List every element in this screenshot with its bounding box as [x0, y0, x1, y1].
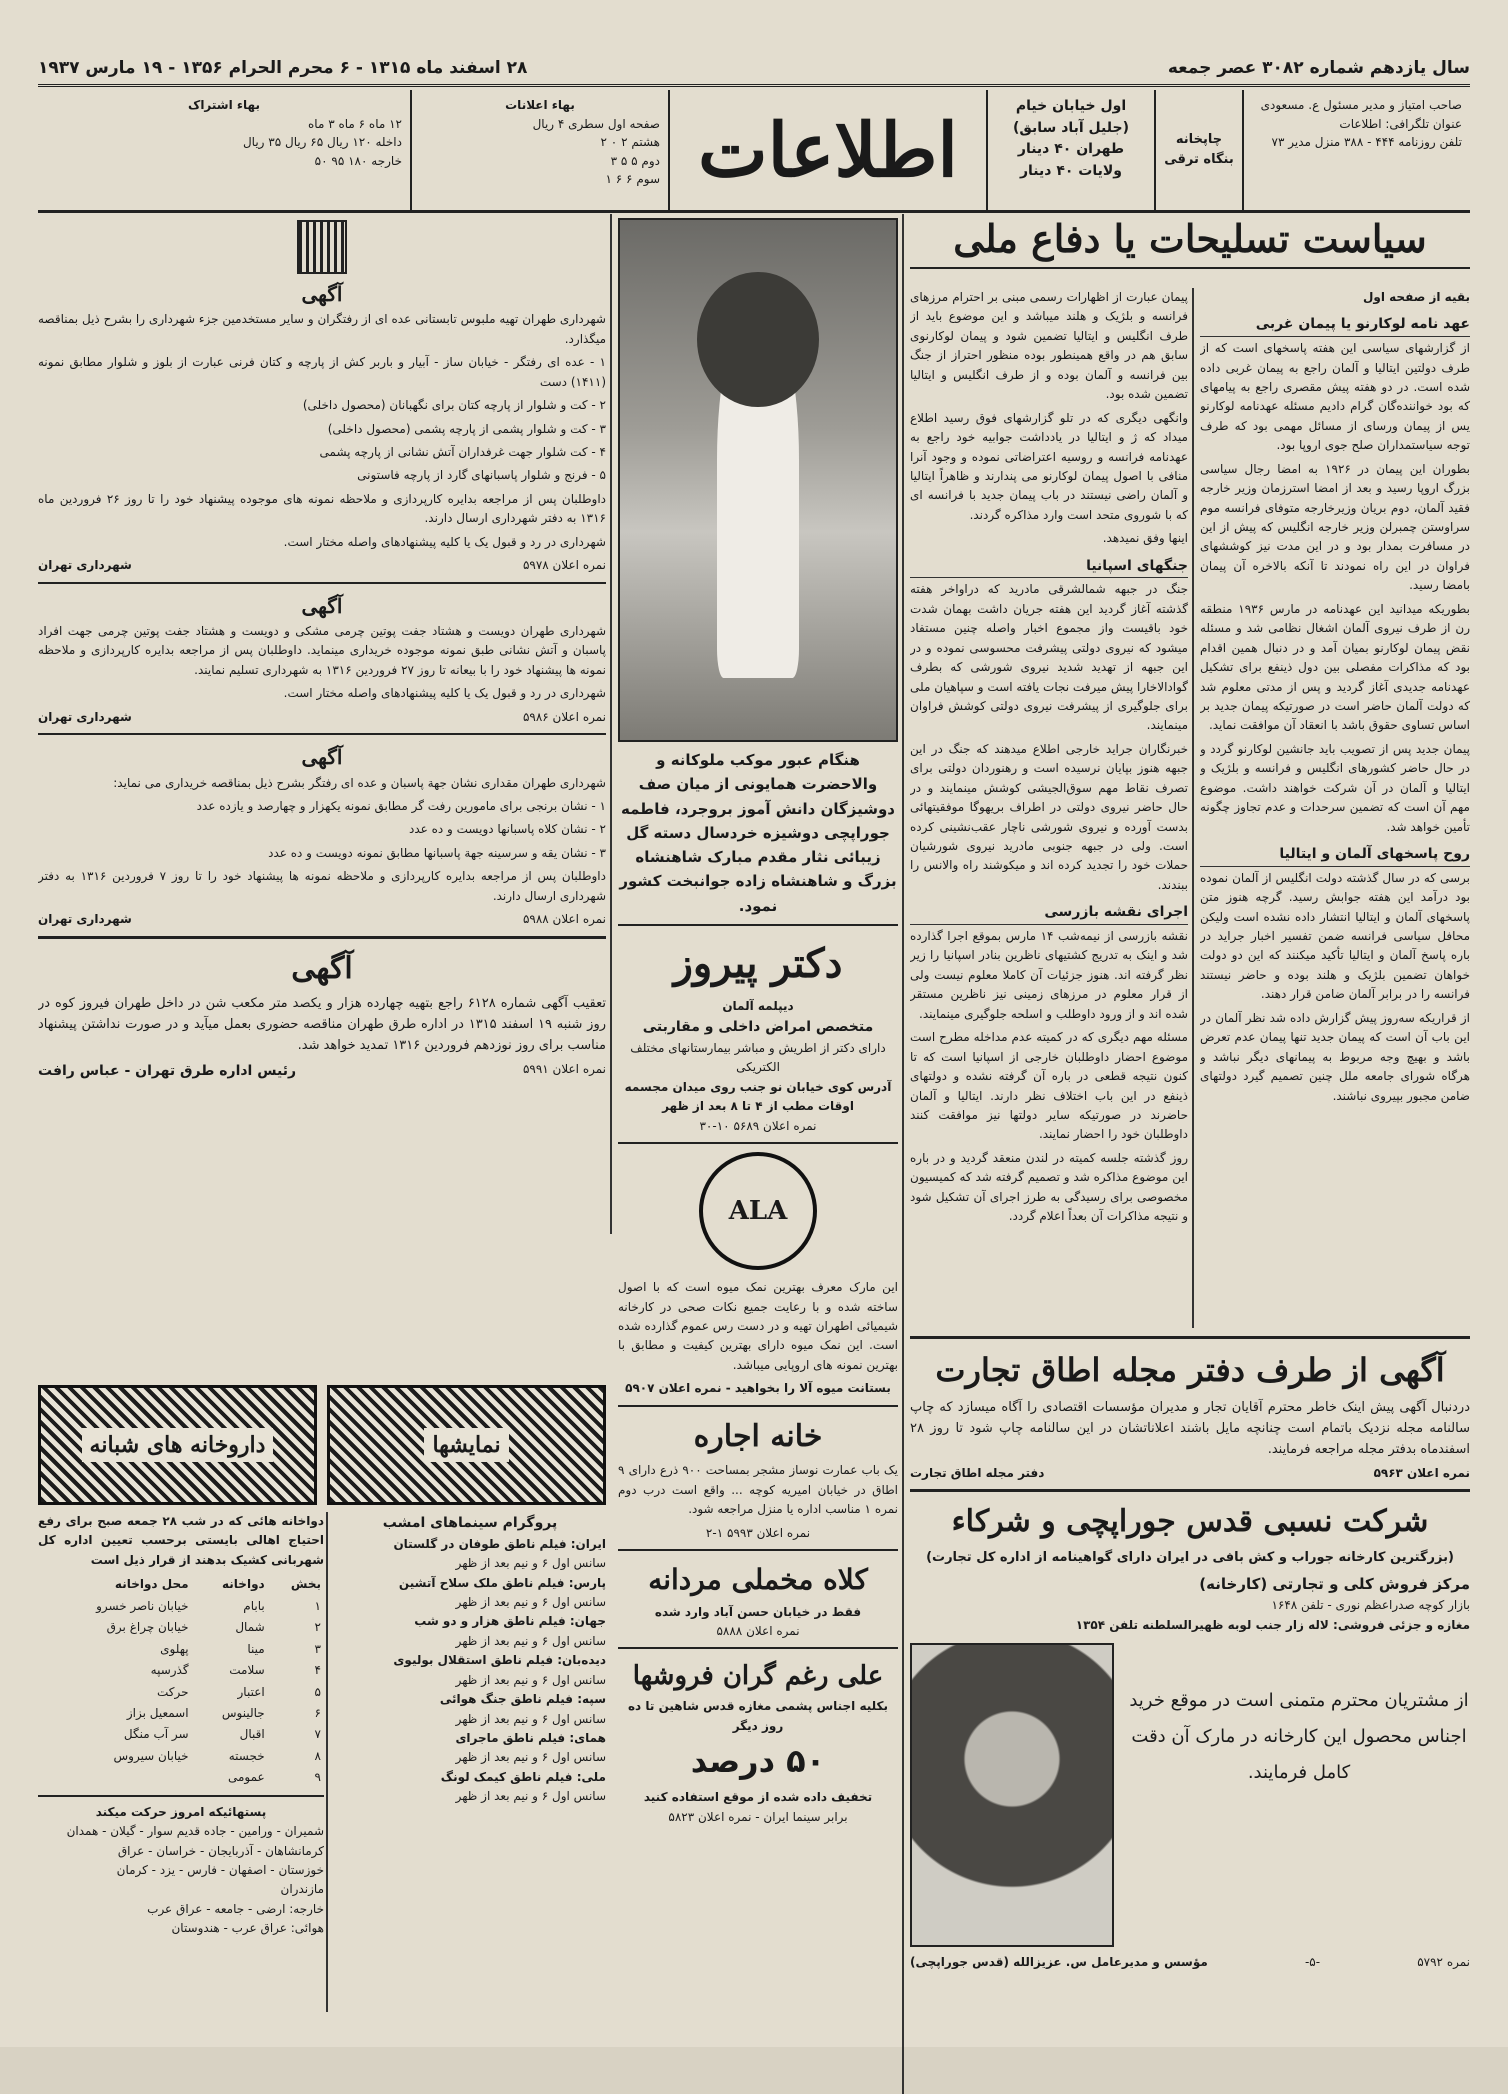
paragraph: جنگ در جبهه شمالشرقی مادرید که دراواخر هفته گذشته آغاز گردید این هفته جریان داشت بهمان شدت خود باقیست واز مجموع اخبار واصله چنین مستفاد میشود که نیروی دولتی پیشرفت محسوسی نموده و در این جبهه از تهدید شدید نیروی شورشی که بطرف گوادالاخارا پیش میرفت نجات یافته است و سپاهیان ملی برای جلوگیری از پیشرفت نیروی دولتی کوشش فراوان مینمایند.	[910, 582, 1188, 733]
continued-label: بقیه از صفحه اول	[1362, 290, 1470, 304]
cell: ۴	[314, 1663, 321, 1678]
cinema-line: پارس: فیلم ناطق ملک سلاح آتشین	[398, 1575, 606, 1590]
notice-item: ۱ - نشان برنجی برای مامورین رفت گر مطابق نمونه یکهزار و چهارصد و یازده عدد	[196, 799, 606, 814]
cell: ۵	[314, 1684, 321, 1699]
post-line: مازندران	[280, 1882, 324, 1897]
cell: ۷	[314, 1727, 321, 1742]
table-row	[38, 1660, 324, 1681]
ad-rates-title: بهاء اعلانات	[505, 98, 575, 112]
divider	[38, 733, 606, 735]
discount-amount: ۵۰ درصد	[690, 1742, 826, 1781]
post-line: خارجه: ارضی - جامعه - عراق عرب	[147, 1901, 324, 1916]
paragraph: نقشه بازرسی از نیمه‌شب ۱۴ مارس بموقع اجرا گذارده شد و اینک به تدریج کشتیهای ناظرین بنادر اسپانیا را زیر نظر گرفته اند. هنوز جزئیات آن کاملا معلوم نیست ولی از قرار معلوم در مرزهای زمینی نیز ناظرین مستقر شده اند و از ورود داوطلب و اسلحه جلوگیری مینمایند.	[910, 929, 1188, 1021]
cell: خیابان سیروس	[113, 1748, 189, 1763]
cell: مینا	[247, 1641, 265, 1656]
cell: ۸	[314, 1748, 321, 1763]
pharmacy-column	[38, 1512, 324, 2012]
address-box	[986, 90, 1154, 210]
notice-item: ۱ - عده ای رفتگر - خیابان ساز - آبیار و باربر کش از پارچه و کتان فرنی عبارت از بلوز و شلوار مطابق نمونه (۱۴۱۱) دست	[38, 355, 606, 389]
post-line: شمیران - ورامین - جاده قدیم سوار - گیلان - همدان	[66, 1824, 324, 1839]
notice-footer	[38, 910, 606, 929]
chamber-ad-title: آگهی از طرف دفتر مجله اطاق تجارت	[935, 1351, 1445, 1389]
divider	[618, 1142, 898, 1144]
column-rule	[326, 1512, 328, 2012]
founder-portrait	[910, 1643, 1114, 1947]
ad-number: نمره اعلان ۵۹۷۸	[522, 558, 606, 573]
ad-number: نمره اعلان ۵۹۹۱	[522, 1062, 606, 1077]
cell: اسمعیل بزاز	[126, 1705, 189, 1720]
company-line: مغازه و جزئی فروشی: لاله زار جنب لوبه ظهیرالسلطنه تلفن ۱۳۵۴	[1075, 1617, 1470, 1632]
notice-signature: شهرداری تهران	[38, 709, 132, 724]
company-footer	[910, 1953, 1470, 1972]
pharmacy-table	[38, 1574, 324, 1788]
header-cell: بخش	[290, 1577, 321, 1592]
notice-text: شهرداری طهران مقداری نشان جهة پاسبان و عده ای رفتگر بشرح ذیل بمناقصه خریداری می نماید:	[113, 775, 606, 790]
cell: جالینوس	[221, 1705, 265, 1720]
cinema-line: همای: فیلم ناطق ماجرای	[455, 1731, 606, 1746]
cinema-line: سانس اول ۶ و نیم بعد از ظهر	[455, 1789, 606, 1804]
table-row	[38, 1767, 324, 1788]
post-title: پستهائیکه امروز حرکت میکند	[95, 1804, 267, 1819]
company-line: مرکز فروش کلی و تجارتی (کارخانه)	[1199, 1575, 1470, 1594]
cinema-line: سانس اول ۶ و نیم بعد از ظهر	[455, 1594, 606, 1609]
paragraph: از گزارشهای سیاسی این هفته پاسخهای است که از طرف دولتین ایتالیا و آلمان راجع به پیمان غربی داده شده است. در دو هفته پیش مقصری راجع به پیامهای که بود خواننده‌گان گرام دادیم مسئله عهدنامه لوکارنو یس از پیمان ورسای از مسائل مهمی بود که طرف توجه سیاستمداران صلح جوی اروپا بود.	[1200, 341, 1470, 453]
table-row	[38, 1596, 324, 1617]
table-row	[38, 1617, 324, 1638]
subscription-row: ۱۲ ماه ۶ ماه ۳ ماه	[308, 116, 402, 131]
company-title: شرکت نسبی قدس جوراپچی و شرکاء	[951, 1504, 1429, 1540]
paragraph: خبرنگاران جراید خارجی اطلاع میدهند که جنگ در این جبهه هنوز بپایان نرسیده است و رهنوردان دولتی برای تصرف نقاط مهم سوق‌الجیشی کوشش مینمایند و در حال حاضر نیروی دولتی در اطراف بریهوگا موفقیتهائی بدست آورده و نیروی شورشی ناچار عقب‌نشینی کرده است. ولی در جبهه جنوبی مادرید نیروی شورشیان حملات خود را تجدید کرده اند و میکوشند راه والانس را ببندند.	[910, 741, 1188, 892]
phone-line: تلفن روزنامه ۴۴۴ - ۳۸۸ منزل مدیر ۷۳	[1271, 135, 1462, 150]
owner-box	[1242, 90, 1470, 210]
house-ad-title: خانه اجاره	[693, 1418, 823, 1454]
issue-info: سال یازدهم شماره ۳۰۸۲ عصر جمعه	[1167, 58, 1470, 78]
divider	[38, 1795, 324, 1797]
paragraph: بطوریکه میدانید این عهدنامه در مارس ۱۹۳۶ منطقه رن از طرف نیروی آلمان اشغال نظامی شد و مسئله نقض پیمان لوکارنو بمیان آمد و در دنبال همین اقدام بود که مذاکرات مفصلی بین دول ذینفع برای تشکیل عهدنامه جدیدی آغاز گردید و پس از مدتی معلوم شد که دولت آلمان حاضر است در صورتیکه پیمان جدید بر اساس تساوی حقوق باشد با انعقاد آن موافقت نماید.	[1200, 601, 1470, 733]
woodcut-label: داروخانه های شبانه	[82, 1428, 274, 1462]
doctor-line: اوقات مطب از ۴ تا ۸ بعد از ظهر	[662, 1099, 854, 1114]
paragraph: مسئله مهم دیگری که در کمیته عدم مداخله مطرح است موضوع احضار داوطلبان خارجی از اسپانیا است که تا کنون نتیجه قطعی در باره آن گرفته نشده و دولتهای ذینفع در این باب اختلاف نظر دارند. ایتالیا و آلمان حاضرند در صورتیکه سایر دولتها نیز موافقت کنند داوطلبان خود را احضار نمایند.	[910, 1030, 1188, 1142]
shows-woodcut	[38, 1385, 317, 1505]
price-line: طهران ۴۰ دینار	[1017, 141, 1125, 158]
cell: پهلوی	[160, 1641, 189, 1656]
cell: ۶	[314, 1705, 321, 1720]
column-center	[618, 214, 898, 2034]
cinema-line: ملی: فیلم ناطق کیمک لونگ	[440, 1769, 606, 1784]
doctor-line: دارای دکتر از اطریش و مباشر بیمارستانهای مختلف الکتریکی	[630, 1040, 886, 1075]
post-line: هوائی: عراق عرب - هندوستان	[171, 1921, 324, 1936]
chamber-ad-text: دردنبال آگهی پیش اینک خاطر محترم آقایان تجار و مدیران مؤسسات اقتصادی را آگاه میسازد که چاپ سالنامه مجله نزدیک باتمام است چنانچه مایل باشند اعلاناتشان در این سالنامه چاپ شود تا روز ۲۸ اسفندماه بدفتر مجله مراجعه فرمایند.	[910, 1399, 1470, 1457]
header-cell: محل دواخانه	[114, 1577, 189, 1592]
chamber-signature: دفتر مجله اطاق تجارت	[910, 1465, 1045, 1480]
newspaper-logo: اطلاعات	[668, 90, 986, 210]
divider	[618, 1549, 898, 1551]
ad-rate-row: دوم ۵ ۵ ۳	[610, 153, 660, 168]
column-locarno	[1200, 288, 1470, 1328]
subscription-row: خارجه ۱۸۰ ۹۵ ۵۰	[314, 153, 402, 168]
table-row	[38, 1682, 324, 1703]
shop-ad-text: بکلیه اجناس پشمی مغازه قدس شاهین تا ده روز دیگر	[627, 1699, 889, 1733]
emblem-icon	[297, 220, 347, 274]
main-headline: سیاست تسلیحات یا دفاع ملی	[910, 216, 1470, 269]
ad-number: نمره اعلان ۵۹۸۸	[522, 912, 606, 927]
post-line: خوزستان - اصفهان - فارس - یزد - کرمان	[116, 1863, 324, 1877]
cinema-line: سانس اول ۶ و نیم بعد از ظهر	[455, 1633, 606, 1648]
paragraph: روز گذشته جلسه کمیته در لندن منعقد گردید و در باره این موضوع مذاکره شد و تصمیم گرفته شد که کمیسیون مخصوصی برای رسیدگی به طرز اجرای آن تشکیل شود و نتیجه مذاکرات آن بعداً اعلام گردد.	[910, 1150, 1188, 1224]
date-line	[38, 52, 1470, 87]
notice-footer	[38, 1060, 606, 1083]
notice-item: ۲ - کت و شلوار از پارچه کتان برای نگهبانان (محصول داخلی)	[302, 398, 606, 413]
paragraph: پیمان جدید پس از تصویب باید جانشین لوکارنو گردد و در حال حاضر کشورهای انگلیس و فرانسه و بلژیک و ایتالیا و آلمان در آن شرکت خواهند داشت. موضوع مهم آن است که تضمین سرحدات و عدم تجاوز چگونه تأمین خواهد شد.	[1200, 741, 1470, 834]
table-row	[38, 1724, 324, 1745]
column-rule	[610, 214, 612, 1234]
header-cell: دواخانه	[222, 1577, 265, 1592]
cinema-title: پروگرام سینماهای امشب	[382, 1515, 558, 1531]
ad-number: نمره اعلان ۵۹۹۳ ۱-۲	[705, 1525, 811, 1540]
notice-signature: شهرداری تهران	[38, 558, 132, 573]
cell: اعتبار	[237, 1684, 265, 1699]
company-line: بازار کوچه صدراعظم نوری - تلفن ۱۶۴۸	[1271, 1598, 1470, 1613]
subscription-box	[38, 90, 410, 210]
notice-title: آگهی	[301, 745, 343, 770]
portrait-caption: مؤسس و مدیرعامل س. عزیزالله (قدس جوراپچی)	[910, 1955, 1208, 1970]
doctor-line: نمره اعلان ۵۶۸۹ ۱۰-۳۰	[699, 1118, 817, 1133]
column-rule	[1192, 288, 1194, 1328]
notice-title: آگهی	[301, 282, 343, 306]
ad-number: نمره ۵۷۹۲	[1417, 1955, 1470, 1970]
hat-ad-title: کلاه مخملی مردانه	[648, 1563, 868, 1597]
ad-rate-row: هشتم ۲ ۰ ۲	[600, 135, 660, 150]
notice-signature: رئیس اداره طرق تهران - عباس رافت	[38, 1063, 297, 1080]
cinema-line: ایران: فیلم ناطق طوفان در گلستان	[393, 1536, 606, 1551]
section-subtitle: روح پاسخهای آلمان و ایتالیا	[1200, 843, 1470, 867]
notice-footer	[38, 708, 606, 727]
cell: خجسته	[228, 1748, 265, 1763]
cell: گذرسپه	[150, 1663, 189, 1678]
paragraph: پیمان عبارت از اظهارات رسمی مبنی بر احترام مرزهای فرانسه و بلژیک و هلند میباشد و این موضوع باید از طرف انگلیس و ایتالیا تضمین شود و پیمان لوکارنوی سابق هم در واقع همینطور بوده منظور احتراز از جنگ بین فرانسه و آلمان بوده و از طرف انگلیس و ایتالیا تضمین شده بود.	[910, 290, 1188, 402]
doctor-line: متخصص امراض داخلی و مقاربتی	[642, 1019, 874, 1036]
badge-text: این مارک معرف بهترین نمک میوه است که با اصول ساخته شده و با رعایت جمیع نکات صحی در کارخانه شیمیائی اطهران تهیه و در دست رس عموم گذارده شده است. این نمک میوه دارای بهترین کیفیت و مطابق با بهترین نمونه های اروپایی میباشد.	[618, 1280, 898, 1372]
woodcut-label: نمایشها	[424, 1428, 508, 1462]
notice-title: آگهی	[291, 950, 353, 986]
company-subtitle: (بزرگترین کارخانه جوراب و کش بافی در ایران دارای گواهینامه از اداره کل تجارت)	[926, 1550, 1454, 1565]
company-thanks: از مشتریان محترم متمنی است در موقع خرید اجناس محصول این کارخانه در مارک آن دقت کامل فرمایند.	[1129, 1690, 1469, 1784]
cell: شمال	[235, 1620, 265, 1635]
shop-ad-footer: برابر سینما ایران - نمره اعلان ۵۸۲۳	[668, 1809, 848, 1824]
house-ad-text: یک باب عمارت نوساز مشجر بمساحت ۹۰۰ ذرع دارای ۹ اطاق در خیابان امیریه کوچه ... واقع است درب دوم نمره ۱ مناسب اداره یا منزل مراجعه شود.	[618, 1463, 898, 1517]
section-subtitle: اجرای نقشه بازرسی	[910, 901, 1188, 925]
divider	[910, 1489, 1470, 1492]
cinema-line: سپه: فیلم ناطق جنگ هوائی	[439, 1692, 606, 1707]
divider	[38, 936, 606, 939]
masthead	[38, 90, 1470, 213]
ad-rates-box	[410, 90, 668, 210]
shop-ad-title: علی رغم گران فروشها	[632, 1661, 884, 1692]
notice-footer	[38, 556, 606, 575]
cell	[38, 1767, 192, 1788]
cinema-line: سانس اول ۶ و نیم بعد از ظهر	[455, 1672, 606, 1687]
notice-item: ۳ - کت و شلوار پشمی از پارچه پشمی (محصول داخلی)	[327, 421, 606, 436]
section-subtitle: جنگهای اسپانیا	[910, 555, 1188, 579]
notice-item: ۳ - نشان یقه و سرسینه جهة پاسبانها مطابق نمونه دویست و ده عدد	[268, 845, 606, 860]
cinema-line: دیده‌بان: فیلم ناطق استقلال بولیوی	[393, 1653, 606, 1668]
notice-item: ۵ - فرنج و شلوار پاسبانهای گارد از پارچه فاستونی	[357, 468, 606, 483]
ad-number: نمره اعلان ۵۹۸۶	[522, 709, 606, 724]
notice-text: داوطلبان پس از مراجعه بدایره کارپردازی و ملاحظه نمونه ها پیشنهاد خود را تا روز ۷ فروردین ۱۳۱۶ به دفتر شهرداری ارسال دارند.	[38, 869, 606, 903]
subscription-title: بهاء اشتراک	[188, 98, 260, 112]
cell: حرکت	[157, 1684, 189, 1699]
cinema-column	[334, 1512, 606, 2012]
divider	[618, 924, 898, 926]
table-row	[38, 1639, 324, 1660]
notice-text: شهرداری طهران تهیه ملبوس تابستانی عده ای از رفتگران و سایر مستخدمین جزء شهرداری را بشرح ذیل بمناقصه میگذارد.	[38, 312, 606, 346]
notice-text: شهرداری طهران دویست و هشتاد جفت پوتین چرمی مشکی و دویست و هشتاد جفت پوتین چرمی جهت افراد پاسبان و آتش نشانی طبق نمونه موجوده خریداری مینماید. داوطلبان پس از مراجعه بدایره کارپردازی و ملاحظه نمونه ها پیشنهاد خود را با بیعانه تا روز ۲۷ فروردین ۱۳۱۶ به شهرداری تسلیم نمایند.	[38, 624, 606, 677]
owner-line: صاحب امتیاز و مدیر مسئول ع. مسعودی	[1260, 98, 1462, 112]
column-notices	[38, 214, 606, 1380]
ad-rate-row: صفحه اول سطری ۴ ریال	[532, 116, 660, 131]
cinema-line: سانس اول ۶ و نیم بعد از ظهر	[455, 1750, 606, 1765]
ad-number: نمره اعلان ۵۹۶۳	[1373, 1465, 1470, 1480]
notice-text: داوطلبان پس از مراجعه بدایره کارپردازی و ملاحظه نمونه های موجوده پیشنهاد خود را تا روز ۲۶ فروردین ماه ۱۳۱۶ به دفتر شهرداری ارسال دارند.	[38, 491, 606, 526]
cinema-line: سانس اول ۶ و نیم بعد از ظهر	[455, 1711, 606, 1726]
paragraph: برسی که در سال گذشته دولت انگلیس از آلمان نموده بود درآمد این هفته جوابش رسید. گرچه هنوز متن پاسخهای آلمان و ایتالیا انتشار داده نشده است ولیکن محافل سیاسی فرانسه ضمن تفسیر اخبار جراید در باره پاسخ آلمان و ایتالیا تأکید میکنند که این دو دولت خواهان تضمین بلژیک و هلند بوده و حاضر نیستند فرانسه را در برابر آلمان ضامن قرار دهند.	[1200, 870, 1470, 1002]
cell: خیابان ناصر خسرو	[96, 1598, 189, 1613]
table-row	[38, 1703, 324, 1724]
paragraph: اینها وفق نمیدهد.	[1102, 531, 1188, 546]
paragraph: از قراریکه سه‌روز پیش گزارش داده شد نظر آلمان در این باب آن است که پیمان جدید تنها پیمان عدم تعرض باشد و بهیچ وجه مربوط به پیمانهای دیگر نباشد و هرگاه شورای جامعه ملل چنین تصمیم گیرد دولتهای ضامن مجبور بپیروی نباشند.	[1200, 1010, 1470, 1103]
notice-text: تعقیب آگهی شماره ۶۱۲۸ راجع بتهیه چهارده هزار و یکصد متر مکعب شن در داخل طهران فیروز کوه در روز شنبه ۱۹ اسفند ۱۳۱۵ در اداره طرق طهران مناقصه حضوری بعمل میآید و در صورت نداشتن پیشنهاد مناسب برای روز نوزدهم فروردین ۱۳۱۶ تمدید خواهد شد.	[38, 996, 606, 1054]
bouquet	[697, 272, 818, 407]
article-title: عهد نامه لوکارنو یا پیمان غربی	[1200, 313, 1470, 337]
telegraph-line: عنوان تلگرافی: اطلاعات	[1339, 116, 1462, 131]
cell: اقبال	[239, 1727, 265, 1742]
divider	[618, 1405, 898, 1407]
ad-number: نمره اعلان ۵۸۸۸	[716, 1623, 800, 1638]
cell: ۲	[314, 1620, 321, 1635]
doctor-line: دیپلمه آلمان	[722, 998, 794, 1013]
post-line: کرمانشاهان - آذربایجان - خراسان - عراق	[117, 1843, 324, 1858]
doctor-line: آدرس کوی خیابان نو جنب روی میدان مجسمه	[624, 1079, 892, 1094]
cell: سر آب منگل	[123, 1727, 189, 1742]
cell: ۳	[314, 1641, 321, 1656]
table-header	[38, 1574, 324, 1595]
company-body	[910, 1643, 1470, 1947]
divider	[38, 582, 606, 584]
paragraph: بطوران این پیمان در ۱۹۲۶ به امضا رجال سیاسی بزرگ اروپا رسید و بعد از امضا استرزمان وزیر خارجه فقید آلمان، دوم بریان وزیرخارجه متوفای فرانسه موم سراوستن چمبرلن وزیر خارجه انگلیس که پیش از این در مسافرت بمدار بود و در این مدت نیز کوششهای فراوان در این راه نمودند تا آنکه بالاخره آن پیمان بامضا رسید.	[1200, 461, 1470, 593]
chamber-footer	[910, 1464, 1470, 1483]
notice-item: ۲ - نشان کلاه پاسبانها دویست و ده عدد	[408, 822, 606, 837]
column-spain	[910, 288, 1188, 1328]
column-rule	[902, 214, 904, 2094]
pharmacy-intro: دواخانه هائی که در شب ۲۸ جمعه صبح برای رفع احتیاج اهالی بایستی برحسب تعیین اداره کل شهربانی کشیک بدهند از قرار ذیل است	[38, 1514, 324, 1567]
cell: سلامت	[229, 1663, 265, 1678]
shop-ad-footer: تخفیف داده شده از موقع استفاده کنید	[643, 1790, 873, 1805]
table-row	[38, 1746, 324, 1767]
cell: ۹	[314, 1770, 321, 1785]
address-line: اول خیابان خیام	[1015, 98, 1127, 114]
notice-item: ۴ - کت شلوار جهت غرفداران آتش نشانی از پارچه پشمی	[319, 445, 606, 460]
photo-caption: هنگام عبور موکب ملوکانه و والاحضرت همایونی از میان صف دوشیزگان دانش آموز بروجرد، فاطمه جوراپچی دوشیزه خردسال دسته گل زیبائی نثار مقدم مبارک شاهنشاه بزرگ و شاهنشاه زاده جوانبخت کشور نمود.	[619, 751, 897, 915]
page-number: -۵-	[1304, 1955, 1321, 1970]
cell: عمومی	[227, 1770, 265, 1785]
cinema-line: سانس اول ۶ و نیم بعد از ظهر	[455, 1556, 606, 1571]
cell: خیابان چراغ برق	[106, 1620, 189, 1635]
print-box	[1154, 90, 1242, 210]
cell: بابام	[243, 1598, 265, 1613]
notice-text: شهرداری در رد و قبول یک یا کلیه پیشنهادهای واصله مختار است.	[283, 534, 606, 549]
price-line: ولایات ۴۰ دینار	[1019, 163, 1123, 180]
hat-ad-text: فقط در خیابان حسن آباد وارد شده	[654, 1604, 862, 1619]
notice-title: آگهی	[301, 593, 343, 618]
doctor-name: دکتر پیروز	[673, 940, 843, 988]
cell: ۱	[314, 1598, 321, 1613]
issue-date: ۲۸ اسفند ماه ۱۳۱۵ - ۶ محرم الحرام ۱۳۵۶ - ۱۹ مارس ۱۹۳۷	[38, 58, 528, 78]
ala-badge: ALA	[699, 1152, 817, 1270]
bottom-right-ads	[910, 1336, 1470, 2019]
divider	[618, 1647, 898, 1649]
subscription-row: داخله ۱۲۰ ریال ۶۵ ریال ۳۵ ریال	[242, 135, 402, 150]
woodcut-row	[38, 1385, 606, 1505]
news-photo	[618, 218, 898, 742]
pharmacy-woodcut	[327, 1385, 606, 1505]
cinema-line: جهان: فیلم ناطق هزار و دو شب	[414, 1614, 606, 1629]
address-line: (جلیل آباد سابق)	[1013, 119, 1129, 136]
ad-rate-row: سوم ۶ ۶ ۱	[605, 172, 660, 187]
print-label: چاپخانه بنگاه ترقی	[1164, 131, 1234, 167]
paragraph: وانگهی دیگری که در تلو گزارشهای فوق رسید اطلاع میداد که ژ و ایتالیا در یادداشت جوابیه خود راجع به عهدنامه فرانسه و روسیه اعتراضاتی نموده و وجود آنرا منافی با اصول پیمان لوکارنو می پندارند و ظاهراً ایتالیا و آلمان راضی نیستند در باب پیمان جدید با فرانسه ای که با شوروی متحد است وارد مذاکره گردند.	[910, 410, 1188, 522]
badge-footer: بستانت میوه آلا را بخواهید - نمره اعلان ۵۹۰۷	[625, 1381, 891, 1396]
notice-text: شهرداری در رد و قبول یک یا کلیه پیشنهادهای واصله مختار است.	[283, 686, 606, 701]
notice-signature: شهرداری تهران	[38, 912, 132, 927]
